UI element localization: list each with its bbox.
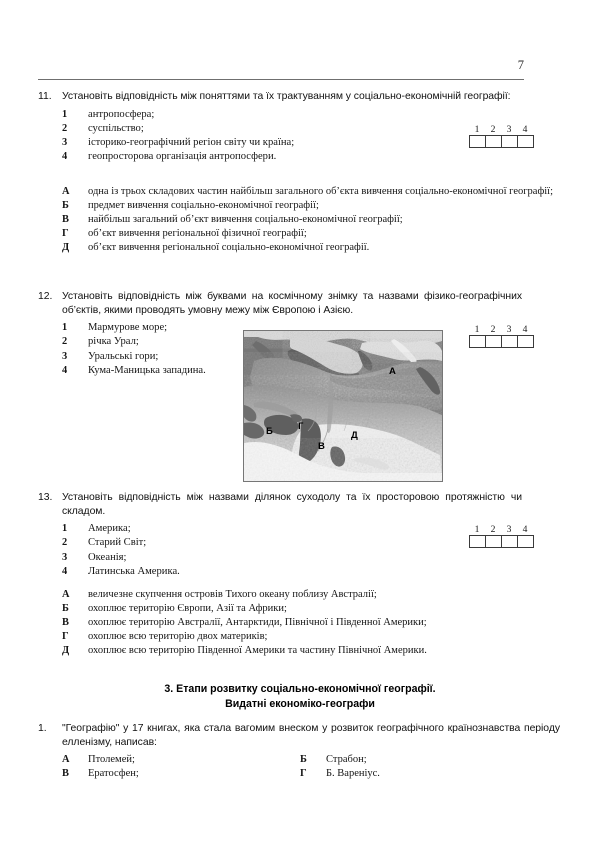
- list-item: [0, 616, 600, 630]
- stem-marker: 3: [62, 137, 68, 148]
- option-text: об’єкт вивчення регіональної фізичної географії;: [88, 228, 307, 240]
- list-item: [300, 767, 380, 781]
- map-label-d: Д: [351, 430, 358, 441]
- answer-grid-header: 2: [490, 524, 496, 535]
- answer-cell[interactable]: [486, 536, 502, 547]
- answer-grid-header: 4: [522, 324, 528, 335]
- stem-text: Мармурове море;: [88, 322, 168, 334]
- final-question-prompt-text: "Географію" у 17 книгах, яка стала вагомим внеском у розвиток географічного країнознавства періоду елленізму, написав:: [62, 723, 560, 748]
- stem-marker: 2: [62, 122, 68, 134]
- option-text: одна із трьох складових частин найбільш загального об’єкта вивчення соціально-економічної географії;: [88, 186, 554, 197]
- list-item: [0, 630, 600, 644]
- answer-grid-header: 3: [506, 524, 512, 535]
- answer-cell[interactable]: [502, 136, 518, 147]
- answer-cell[interactable]: [518, 136, 534, 147]
- answer-grid-row: [469, 535, 534, 548]
- option-marker: В: [62, 768, 69, 780]
- answer-grid-header: 3: [506, 124, 512, 135]
- list-item: [0, 565, 600, 579]
- answer-grid-row: [469, 135, 534, 148]
- question-13-option-list: [0, 588, 600, 658]
- list-item: [0, 227, 600, 241]
- stem-text: антропосфера;: [88, 108, 155, 120]
- option-text: охоплює всю територію двох материків;: [88, 631, 268, 643]
- question-12-prompt: [0, 290, 600, 317]
- stem-text: Америка;: [88, 523, 131, 535]
- list-item: [62, 767, 139, 781]
- question-11-prompt-text: Установіть відповідність між поняттями та їх трактуванням у соціально-економічній географії:: [62, 91, 511, 102]
- option-marker: В: [62, 214, 69, 226]
- list-item: [0, 551, 600, 565]
- option-marker: Д: [62, 242, 70, 254]
- map-label-v: В: [318, 441, 325, 452]
- option-text: Птолемей;: [88, 754, 135, 766]
- option-marker: Д: [62, 645, 70, 657]
- option-marker: А: [62, 186, 70, 197]
- option-marker: А: [62, 754, 70, 766]
- stem-text: Латинська Америка.: [88, 565, 180, 577]
- option-text: об’єкт вивчення регіональної соціально-економічної географії.: [88, 242, 370, 254]
- final-question: [0, 722, 600, 785]
- option-text: найбільш загальний об’єкт вивчення соціально-економічної географії;: [88, 214, 403, 226]
- question-13-number: 13.: [38, 492, 53, 503]
- section-heading-line-2: Видатні економіко-географи: [225, 697, 375, 710]
- list-item: [0, 199, 600, 213]
- stem-marker: 3: [62, 350, 68, 362]
- answer-grid-headers: [469, 324, 534, 335]
- list-item: [0, 213, 600, 227]
- map-label-b: Б: [266, 426, 273, 437]
- question-11-prompt: [0, 90, 600, 104]
- option-text: охоплює територію Австралії, Антарктиди, Північної і Південної Америки;: [88, 617, 427, 629]
- answer-grid-question-11[interactable]: [469, 124, 534, 148]
- question-11-number: 11.: [38, 91, 52, 102]
- list-item: [0, 602, 600, 616]
- answer-grid-header: 1: [474, 524, 480, 535]
- answer-cell[interactable]: [502, 536, 518, 547]
- list-item: [300, 753, 367, 767]
- stem-text: річка Урал;: [88, 336, 139, 348]
- stem-marker: 1: [62, 322, 68, 334]
- stem-text: Кума-Маницька западина.: [88, 364, 206, 376]
- option-text: охоплює територію Європи, Азії та Африки;: [88, 603, 287, 615]
- answer-grid-headers: [469, 524, 534, 535]
- question-12-prompt-text: Установіть відповідність між буквами на космічному знімку та назвами фізико-географічних об’єктів, якими проводять умовну межу між Європою і Азією.: [62, 291, 522, 316]
- answer-grid-header: 1: [474, 324, 480, 335]
- map-label-a: А: [389, 366, 396, 377]
- answer-grid-headers: [469, 124, 534, 135]
- stem-marker: 2: [62, 537, 68, 549]
- satellite-image-figure: [243, 330, 443, 482]
- question-12-number: 12.: [38, 291, 53, 302]
- option-text: Страбон;: [326, 754, 367, 766]
- option-marker: Г: [62, 631, 69, 643]
- list-item: [0, 588, 600, 602]
- answer-cell[interactable]: [470, 336, 486, 347]
- answer-cell[interactable]: [470, 536, 486, 547]
- option-text: охоплює всю територію Південної Америки та частину Північної Америки.: [88, 645, 427, 657]
- stem-text: Океанія;: [88, 551, 127, 563]
- stem-text: історико-географічний регіон світу чи країна;: [88, 137, 295, 148]
- answer-cell[interactable]: [518, 336, 534, 347]
- stem-text: Старий Світ;: [88, 537, 147, 549]
- final-question-option-grid: [0, 753, 600, 785]
- option-marker: Г: [300, 768, 307, 780]
- stem-marker: 4: [62, 151, 68, 163]
- option-marker: В: [62, 617, 69, 629]
- section-heading: [0, 682, 600, 711]
- answer-cell[interactable]: [518, 536, 534, 547]
- final-question-number: 1.: [38, 723, 47, 734]
- section-heading-line-1: 3. Етапи розвитку соціально-економічної географії.: [164, 683, 436, 695]
- answer-grid-header: 1: [474, 124, 480, 135]
- option-marker: А: [62, 589, 70, 600]
- answer-grid-header: 2: [490, 124, 496, 135]
- stem-marker: 4: [62, 565, 68, 577]
- answer-grid-header: 3: [506, 324, 512, 335]
- answer-grid-question-12[interactable]: [469, 324, 534, 348]
- option-text: величезне скупчення островів Тихого океану поблизу Австралії;: [88, 589, 377, 600]
- list-item: [0, 644, 600, 658]
- answer-grid-header: 4: [522, 124, 528, 135]
- stem-marker: 4: [62, 364, 68, 376]
- question-13-prompt-text: Установіть відповідність між назвами ділянок суходолу та їх просторовою протяжністю чи складом.: [62, 492, 522, 517]
- list-item: [0, 241, 600, 255]
- list-item: [0, 150, 600, 164]
- answer-grid-row: [469, 335, 534, 348]
- option-text: Ератосфен;: [88, 768, 139, 780]
- stem-marker: 2: [62, 336, 68, 348]
- satellite-image-graphic: [244, 331, 442, 481]
- stem-text: суспільство;: [88, 122, 144, 134]
- page-number: 7: [517, 58, 524, 72]
- stem-text: Уральські гори;: [88, 350, 159, 362]
- question-13-prompt: [0, 491, 600, 518]
- list-item: [0, 185, 600, 199]
- final-question-prompt: [0, 722, 600, 749]
- option-marker: Б: [300, 754, 307, 766]
- option-marker: Г: [62, 228, 69, 240]
- answer-grid-header: 2: [490, 324, 496, 335]
- stem-marker: 3: [62, 551, 68, 563]
- stem-text: геопросторова організація антропосфери.: [88, 151, 277, 163]
- list-item: [62, 753, 135, 767]
- answer-cell[interactable]: [486, 136, 502, 147]
- answer-cell[interactable]: [470, 136, 486, 147]
- map-label-g: Г: [298, 421, 304, 432]
- option-marker: Б: [62, 603, 69, 615]
- option-text: Б. Вареніус.: [326, 768, 380, 780]
- answer-cell[interactable]: [486, 336, 502, 347]
- answer-grid-header: 4: [522, 524, 528, 535]
- stem-marker: 1: [62, 523, 68, 535]
- option-text: предмет вивчення соціально-економічної географії;: [88, 200, 319, 212]
- list-item: [0, 108, 600, 122]
- header-rule: [38, 79, 524, 80]
- stem-marker: 1: [62, 108, 68, 120]
- question-11-option-list: [0, 185, 600, 255]
- answer-cell[interactable]: [502, 336, 518, 347]
- answer-grid-question-13[interactable]: [469, 524, 534, 548]
- option-marker: Б: [62, 200, 69, 212]
